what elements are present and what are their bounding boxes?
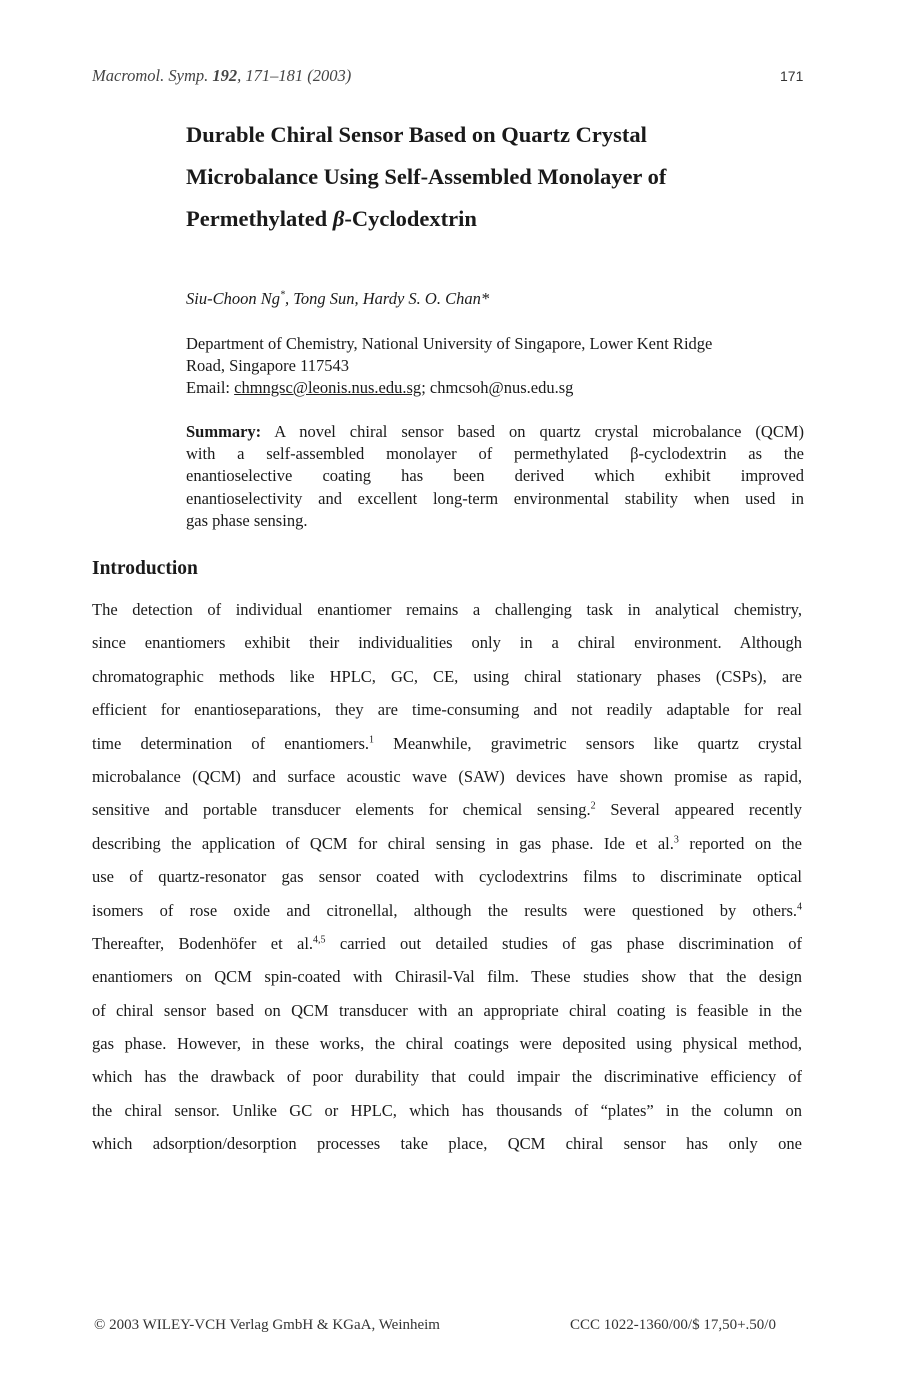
journal-citation: [92, 66, 351, 86]
email-separator: ;: [421, 378, 430, 397]
journal-volume: 192: [212, 66, 238, 85]
introduction-body: [92, 593, 802, 1161]
email-line: [186, 377, 806, 399]
intro-text: time determination of enantiomers.: [92, 733, 369, 753]
affiliation: [186, 333, 806, 399]
intro-line: of chiral sensor based on QCM transducer with an appropriate chiral coating is feasible in the: [92, 1000, 802, 1020]
intro-line: which adsorption/desorption processes take place, QCM chiral sensor has only one: [92, 1134, 802, 1154]
intro-line: [92, 894, 802, 927]
intro-line: [92, 793, 802, 826]
intro-text: carried out detailed studies of gas phase discrimination of: [325, 933, 802, 953]
citation-ref: 3: [673, 834, 679, 846]
intro-line: The detection of individual enantiomer remains a challenging task in analytical chemistry,: [92, 600, 802, 619]
author-1: Siu-Choon Ng: [186, 289, 280, 308]
citation-ref: 4: [797, 901, 802, 913]
intro-line: gas phase. However, in these works, the chiral coatings were deposited using physical method,: [92, 1034, 802, 1054]
title-line-1: Durable Chiral Sensor Based on Quartz Crystal: [186, 122, 647, 147]
title-line-3: [186, 198, 826, 240]
title-line-3-prefix: Permethylated: [186, 206, 333, 231]
title-line-3-suffix: -Cyclodextrin: [344, 206, 477, 231]
intro-line: use of quartz-resonator gas sensor coated with cyclodextrins films to discriminate optical: [92, 867, 802, 887]
affiliation-line-1: Department of Chemistry, National University of Singapore, Lower Kent Ridge: [186, 334, 713, 353]
intro-text: Several appeared recently: [595, 800, 802, 820]
intro-text: Thereafter, Bodenhöfer et al.: [92, 933, 314, 953]
intro-text: describing the application of QCM for chiral sensing in gas phase. Ide et al.: [92, 833, 674, 853]
citation-ref: 4,5: [313, 934, 326, 946]
summary-line-3: enantioselective coating has been derived which exhibit improved: [186, 466, 804, 486]
intro-line: [92, 927, 802, 960]
author-list: [186, 289, 489, 309]
summary-abstract: [186, 421, 804, 532]
title-line-2: Microbalance Using Self-Assembled Monolayer of: [186, 164, 667, 189]
page-number: 171: [780, 68, 804, 84]
intro-text: reported on the: [678, 833, 802, 853]
paper-title: [186, 114, 826, 240]
intro-text: sensitive and portable transducer elements for chemical sensing.: [92, 800, 591, 820]
summary-line-1: [186, 421, 804, 443]
section-heading-introduction: Introduction: [92, 558, 198, 579]
summary-line-4: enantioselectivity and excellent long-term environmental stability when used in: [186, 488, 804, 508]
summary-label: Summary:: [186, 422, 262, 441]
author-rest: , Tong Sun, Hardy S. O. Chan*: [284, 289, 490, 308]
email-link-1[interactable]: chmngsc@leonis.nus.edu.sg: [234, 378, 422, 397]
title-beta-symbol: β: [332, 206, 345, 231]
intro-text: isomers of rose oxide and citronellal, although the results were questioned by others.: [92, 900, 797, 920]
summary-line-2: with a self-assembled monolayer of permethylated β-cyclodextrin as the: [186, 444, 804, 464]
affiliation-line-2: Road, Singapore 117543: [186, 356, 349, 375]
intro-text: Meanwhile, gravimetric sensors like quartz crystal: [374, 733, 802, 753]
journal-pages-year: , 171–181 (2003): [237, 66, 352, 85]
intro-line: efficient for enantioseparations, they are time-consuming and not readily adaptable for real: [92, 700, 802, 720]
footer-copyright: © 2003 WILEY-VCH Verlag GmbH & KGaA, Weinheim: [94, 1317, 440, 1333]
intro-line: enantiomers on QCM spin-coated with Chirasil-Val film. These studies show that the design: [92, 967, 802, 987]
intro-line: the chiral sensor. Unlike GC or HPLC, which has thousands of “plates” in the column on: [92, 1100, 802, 1120]
intro-line: since enantiomers exhibit their individualities only in a chiral environment. Although: [92, 633, 802, 653]
intro-line: which has the drawback of poor durability that could impair the discriminative efficiency of: [92, 1067, 802, 1087]
journal-name: Macromol. Symp.: [92, 66, 213, 85]
citation-ref: 2: [590, 800, 596, 812]
intro-line: microbalance (QCM) and surface acoustic wave (SAW) devices have shown promise as rapid,: [92, 766, 802, 786]
intro-line: [92, 727, 802, 760]
intro-line: chromatographic methods like HPLC, GC, CE, using chiral stationary phases (CSPs), are: [92, 666, 802, 686]
footer-ccc-code: CCC 1022-1360/00/$ 17,50+.50/0: [570, 1317, 776, 1333]
summary-line-1-text: A novel chiral sensor based on quartz crystal microbalance (QCM): [261, 422, 804, 441]
intro-line: [92, 827, 802, 860]
summary-line-5: gas phase sensing.: [186, 510, 308, 530]
author-1-mark: *: [279, 289, 285, 301]
email-label: Email:: [186, 378, 235, 397]
email-2: chmcsoh@nus.edu.sg: [429, 378, 574, 397]
citation-ref: 1: [369, 734, 374, 746]
